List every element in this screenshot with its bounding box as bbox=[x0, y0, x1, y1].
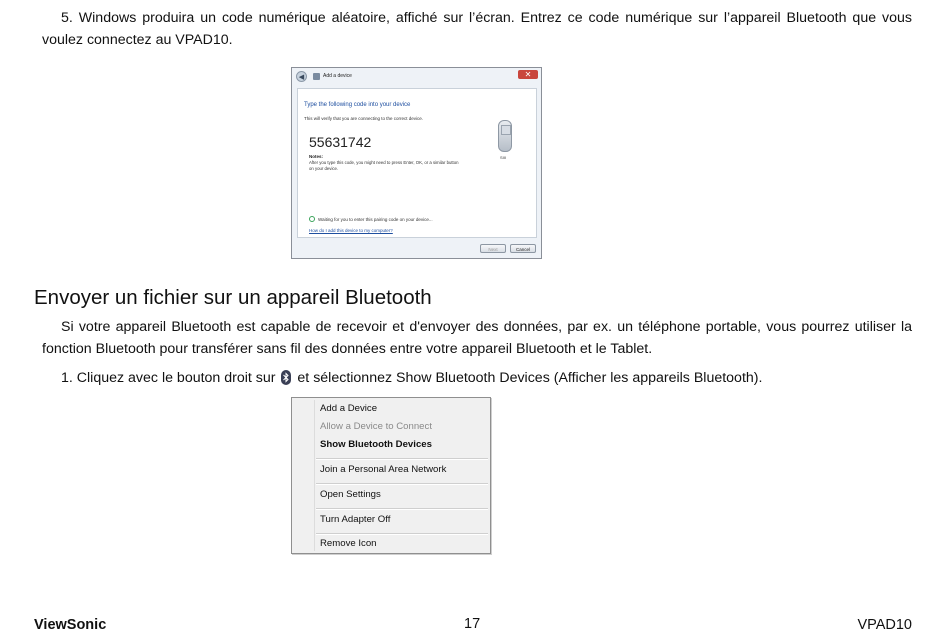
step1-text-before: 1. Cliquez avec le bouton droit sur bbox=[61, 370, 276, 386]
dialog-subtext: This will verify that you are connecting to the correct device. bbox=[304, 116, 424, 121]
menu-separator bbox=[316, 458, 488, 460]
notes-text: After you type this code, you might need to press Enter, OK, or a similar button on your device. bbox=[309, 160, 459, 171]
step1-instruction bbox=[61, 367, 762, 389]
intro-paragraph: Si votre appareil Bluetooth est capable de recevoir et d'envoyer des données, par ex. un téléphone portable, vous pourrez utiliser la fonction Bluetooth pour transférer sans fil des données entre votre appareil Bluetooth et le Tablet. bbox=[42, 319, 912, 357]
menu-separator bbox=[316, 483, 488, 485]
dialog-titlebar bbox=[292, 68, 541, 84]
close-icon[interactable]: ✕ bbox=[518, 70, 538, 79]
menu-item-turn-adapter-off[interactable]: Turn Adapter Off bbox=[320, 514, 391, 525]
footer-brand: ViewSonic bbox=[34, 617, 107, 633]
menu-separator bbox=[316, 533, 488, 535]
help-link[interactable]: How do I add this device to my computer? bbox=[309, 228, 393, 233]
menu-item-add-device[interactable]: Add a Device bbox=[320, 403, 378, 414]
pairing-code: 55631742 bbox=[309, 134, 372, 150]
waiting-text: Waiting for you to enter this pairing code on your device... bbox=[318, 216, 433, 222]
device-label: SIII bbox=[500, 155, 507, 160]
next-button[interactable]: Next bbox=[480, 244, 506, 253]
dialog-heading: Type the following code into your device bbox=[304, 102, 411, 108]
step1-text-after: et sélectionnez Show Bluetooth Devices (Afficher les appareils Bluetooth). bbox=[297, 370, 763, 386]
bluetooth-context-menu-screenshot bbox=[291, 397, 491, 554]
menu-item-show-bluetooth-devices[interactable]: Show Bluetooth Devices bbox=[320, 439, 432, 450]
page-number: 17 bbox=[464, 616, 481, 632]
notes-heading: Notes: bbox=[309, 154, 324, 159]
dialog-title: Add a device bbox=[323, 73, 352, 79]
menu-item-open-settings[interactable]: Open Settings bbox=[320, 489, 381, 500]
bluetooth-icon bbox=[281, 370, 291, 385]
step5-paragraph: 5. Windows produira un code numérique aléatoire, affiché sur l’écran. Entrez ce code numérique sur l’appareil Bluetooth que vous voulez connectez au VPAD10. bbox=[42, 10, 912, 48]
waiting-status bbox=[309, 216, 433, 222]
menu-item-allow-device: Allow a Device to Connect bbox=[320, 421, 432, 432]
progress-spinner-icon bbox=[309, 216, 315, 222]
section-heading: Envoyer un fichier sur un appareil Bluetooth bbox=[34, 286, 432, 309]
cancel-button[interactable]: Cancel bbox=[510, 244, 536, 253]
pairing-dialog-screenshot bbox=[291, 67, 542, 259]
menu-gutter bbox=[314, 400, 315, 551]
phone-icon bbox=[498, 120, 512, 152]
footer-model: VPAD10 bbox=[857, 617, 912, 633]
device-icon bbox=[313, 73, 320, 80]
menu-item-join-pan[interactable]: Join a Personal Area Network bbox=[320, 464, 447, 475]
menu-separator bbox=[316, 508, 488, 510]
menu-item-remove-icon[interactable]: Remove Icon bbox=[320, 538, 377, 549]
back-arrow-icon[interactable]: ◀ bbox=[296, 71, 307, 82]
